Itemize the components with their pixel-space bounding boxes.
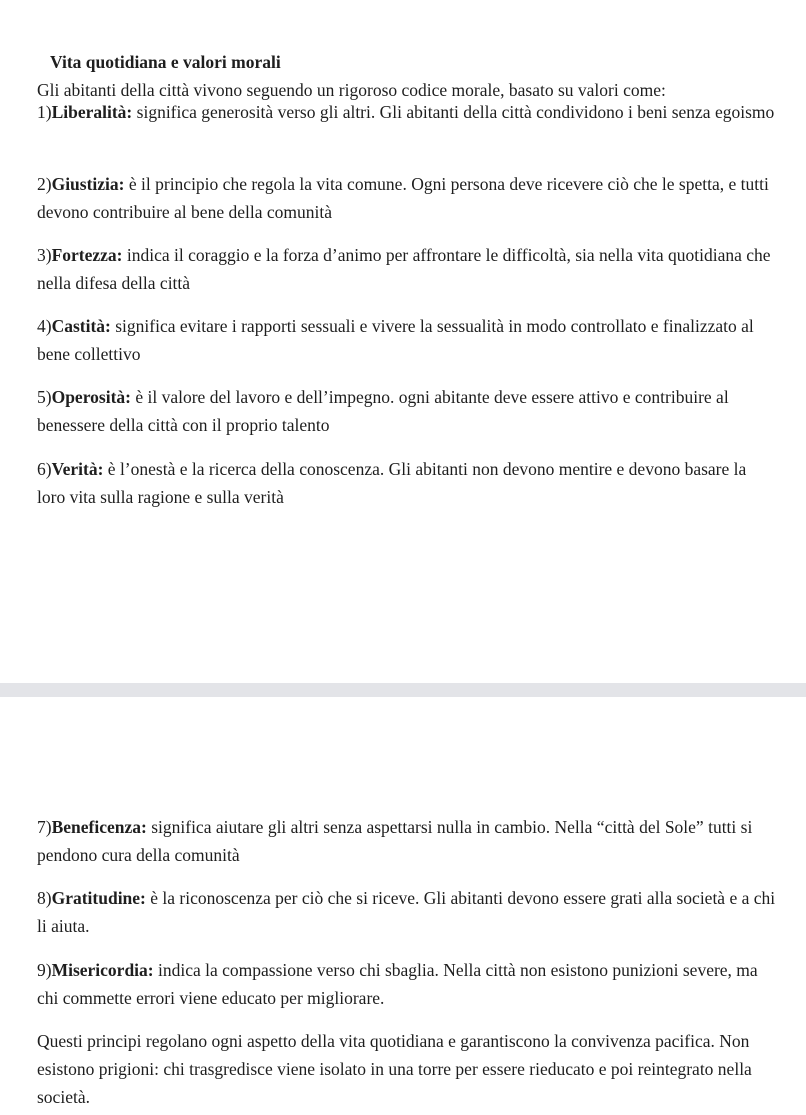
value-number: 8) [37,888,52,908]
value-name: Misericordia: [51,960,154,980]
value-number: 5) [37,387,52,407]
value-number: 6) [37,459,52,479]
value-name: Verità: [51,459,104,479]
value-text: indica la compassione verso chi sbaglia. Nella città non esistono punizioni severe, ma chi commette errori viene educato per migliorare. [37,960,758,1008]
value-number: 4) [37,316,52,336]
page-divider [0,683,806,697]
value-number: 3) [37,245,52,265]
value-text: è il valore del lavoro e dell’impegno. ogni abitante deve essere attivo e contribuire al benessere della città con il proprio talento [37,387,729,435]
value-item-6 [37,455,777,511]
value-item-9 [37,956,777,1012]
value-number: 1) [37,102,52,122]
value-item-5 [37,383,777,439]
intro-paragraph: Gli abitanti della città vivono seguendo un rigoroso codice morale, basato su valori come: [37,80,666,100]
value-item-8 [37,884,777,940]
value-number: 7) [37,817,52,837]
value-name: Beneficenza: [51,817,147,837]
value-item-7 [37,813,777,869]
value-name: Operosità: [51,387,131,407]
value-name: Giustizia: [51,174,125,194]
value-text: significa generosità verso gli altri. Gli abitanti della città condividono i beni senza egoismo [132,102,775,122]
value-text: è l’onestà e la ricerca della conoscenza. Gli abitanti non devono mentire e devono basare la loro vita sulla ragione e sulla verità [37,459,747,507]
value-item-3 [37,241,777,297]
value-number: 2) [37,174,52,194]
closing-paragraph: Questi principi regolano ogni aspetto della vita quotidiana e garantiscono la convivenza pacifica. Non esistono prigioni: chi trasgredisce viene isolato in una torre per essere rieducato e poi reintegrato nella società. [37,1031,752,1107]
value-name: Castità: [51,316,111,336]
value-text: indica il coraggio e la forza d’animo per affrontare le difficoltà, sia nella vita quotidiana che nella difesa della città [37,245,771,293]
value-text: significa aiutare gli altri senza aspettarsi nulla in cambio. Nella “città del Sole” tutti si pendono cura della comunità [37,817,753,865]
value-text: è il principio che regola la vita comune. Ogni persona deve ricevere ciò che le spetta, e tutti devono contribuire al bene della comunità [37,174,769,222]
value-text: significa evitare i rapporti sessuali e vivere la sessualità in modo controllato e finalizzato al bene collettivo [37,316,754,364]
value-name: Liberalità: [51,102,133,122]
value-number: 9) [37,960,52,980]
value-text: è la riconoscenza per ciò che si riceve. Gli abitanti devono essere grati alla società e a chi li aiuta. [37,888,776,936]
value-item-1 [37,98,777,126]
value-item-2 [37,170,777,226]
value-item-4 [37,312,777,368]
value-name: Gratitudine: [51,888,146,908]
page-title: Vita quotidiana e valori morali [50,52,281,72]
value-name: Fortezza: [51,245,123,265]
